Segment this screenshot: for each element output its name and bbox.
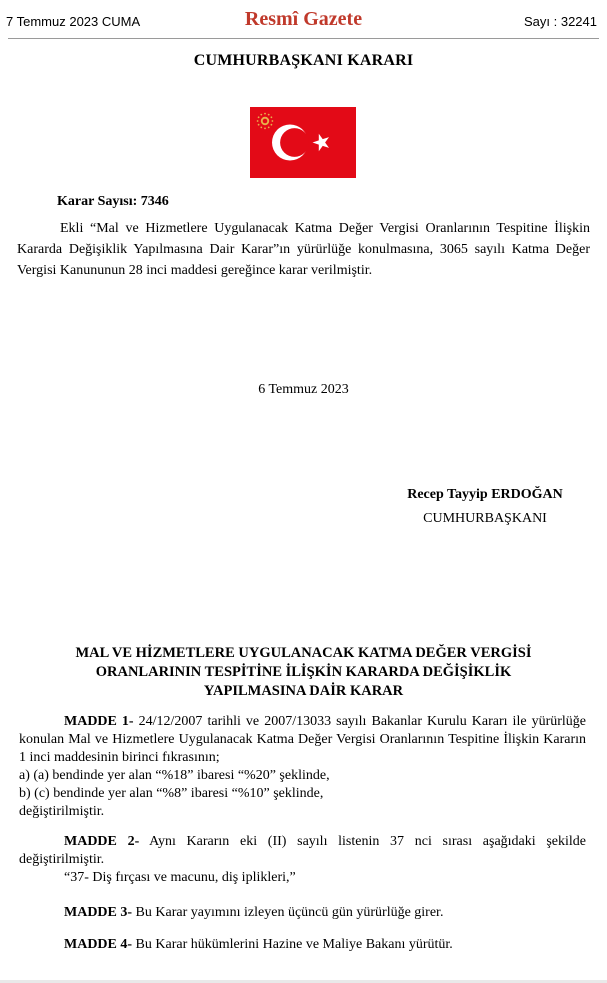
article-3 xyxy=(19,904,586,922)
annex-title-line: ORANLARININ TESPİTİNE İLİŞKİN KARARDA DEĞİŞİKLİK xyxy=(95,664,512,680)
article-3-text: Bu Karar yayımını izleyen üçüncü gün yürürlüğe girer. xyxy=(135,905,444,920)
annex-title-line: MAL VE HİZMETLERE UYGULANACAK KATMA DEĞER VERGİSİ xyxy=(75,645,532,661)
gazette-title: Resmî Gazete xyxy=(244,8,363,30)
issue-number: Sayı : 32241 xyxy=(524,14,597,29)
article-4-label: MADDE 4- xyxy=(64,937,133,952)
gazette-header xyxy=(0,0,607,40)
header-divider xyxy=(8,38,599,39)
article-2-quote: “37- Diş fırçası ve macunu, diş iplikleri,” xyxy=(64,870,296,885)
annex-title-line: YAPILMASINA DAİR KARAR xyxy=(203,683,404,699)
annex-title xyxy=(40,644,567,701)
article-1 xyxy=(19,713,586,821)
decree-number: Karar Sayısı: 7346 xyxy=(57,194,169,209)
article-1-closing: değiştirilmiştir. xyxy=(19,804,105,819)
article-1-text: 24/12/2007 tarihli ve 2007/13033 sayılı Bakanlar Kurulu Kararı ile yürürlüğe konulan Mal ve Hizmetlere Uygulanacak Katma Değer Vergisi Oranlarının Tespitine İlişkin Kararın 1 inci maddesinin birinci fıkrasının; xyxy=(19,714,587,765)
signer-title: CUMHURBAŞKANI xyxy=(423,511,547,526)
turkish-flag-icon xyxy=(250,107,356,178)
document-title: CUMHURBAŞKANI KARARI xyxy=(193,52,414,69)
signature-date: 6 Temmuz 2023 xyxy=(258,382,349,397)
signature-block xyxy=(370,483,600,531)
article-3-label: MADDE 3- xyxy=(64,905,133,920)
article-2-text: Aynı Kararın eki (II) sayılı listenin 37 nci sırası aşağıdaki şekilde değiştirilmiştir. xyxy=(19,834,586,867)
article-4-text: Bu Karar hükümlerini Hazine ve Maliye Bakanı yürütür. xyxy=(135,937,453,952)
article-4 xyxy=(19,936,586,954)
decree-intro-paragraph: Ekli “Mal ve Hizmetlere Uygulanacak Katma Değer Vergisi Oranlarının Tespitine İlişkin Kararda Değişiklik Yapılmasına Dair Karar”ın yürürlüğe konulmasına, 3065 sayılı Katma Değer Vergisi Kanununun 28 inci maddesi gereğince karar verilmiştir. xyxy=(17,221,590,278)
article-1-item-a: a) (a) bendinde yer alan “%18” ibaresi “%20” şeklinde, xyxy=(19,768,330,783)
article-1-item-b: b) (c) bendinde yer alan “%8” ibaresi “%10” şeklinde, xyxy=(19,786,324,801)
issue-date: 7 Temmuz 2023 CUMA xyxy=(6,14,141,29)
crescent-inner xyxy=(280,128,309,157)
article-1-label: MADDE 1- xyxy=(64,714,134,729)
article-2-label: MADDE 2- xyxy=(64,834,140,849)
signer-name: Recep Tayyip ERDOĞAN xyxy=(407,487,563,502)
article-2 xyxy=(19,833,586,887)
